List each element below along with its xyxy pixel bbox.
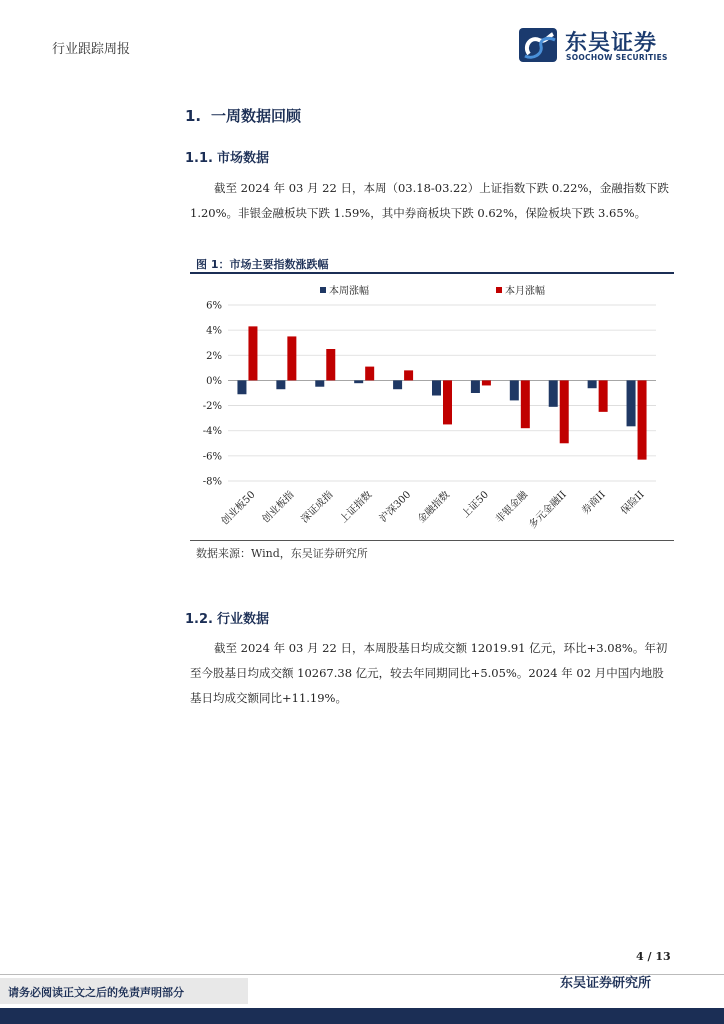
footer-bar	[0, 1008, 724, 1024]
logo-text-cn: 东吴证券	[565, 31, 658, 56]
figure-source: 数据来源：Wind，东吴证券研究所	[196, 547, 368, 560]
disclaimer-text: 请务必阅读正文之后的免责声明部分	[8, 986, 184, 999]
figure-bottom-rule	[190, 540, 674, 541]
x-category-label: 上证50	[460, 489, 492, 521]
x-category-label: 券商II	[580, 489, 608, 517]
bar-month	[287, 336, 296, 380]
bar-week	[276, 380, 285, 389]
industry-paragraph	[190, 636, 674, 711]
bar-week	[549, 380, 558, 406]
x-category-label: 多元金融II	[527, 489, 569, 531]
footer-organization: 东吴证券研究所	[560, 976, 652, 991]
brand-logo	[519, 26, 679, 66]
figure-title: 图 1：市场主要指数涨跌幅	[196, 258, 329, 271]
subsection-number: 1.2.	[185, 612, 213, 627]
bar-month	[482, 380, 491, 385]
market-paragraph	[190, 176, 674, 226]
page-number: 4 / 13	[636, 950, 671, 963]
subsection-title: 行业数据	[217, 612, 270, 627]
x-category-label: 创业板指	[260, 489, 297, 526]
x-category-label: 非银金融	[493, 489, 530, 526]
paragraph-line: 1.20%。非银金融板块下跌 1.59%，其中券商板块下跌 0.62%，保险板块下跌 3.65%。	[190, 206, 647, 220]
x-category-label: 深证成指	[299, 489, 336, 526]
y-tick-label: -8%	[202, 476, 222, 488]
y-tick-label: 0%	[206, 375, 222, 387]
bar-month	[248, 326, 257, 380]
y-tick-label: -4%	[202, 426, 222, 438]
bar-week	[393, 380, 402, 389]
bar-month	[560, 380, 569, 443]
report-category: 行业跟踪周报	[52, 42, 131, 57]
section-number: 1.	[185, 107, 202, 125]
x-category-label: 沪深300	[377, 489, 414, 525]
logo-text-en: SOOCHOW SECURITIES	[566, 53, 668, 62]
bar-week	[510, 380, 519, 400]
bar-week	[354, 380, 363, 383]
subsection-number: 1.1.	[185, 151, 213, 166]
x-category-label: 上证指数	[338, 489, 375, 526]
x-category-label: 保险II	[619, 489, 647, 517]
legend-swatch	[320, 287, 326, 293]
y-tick-label: -6%	[202, 451, 222, 463]
paragraph-line: 至今股基日均成交额 10267.38 亿元，较去年同期同比+5.05%。2024 年 02 月中国内地股	[190, 666, 664, 680]
section-heading-1	[185, 105, 301, 126]
bar-week	[588, 380, 597, 388]
legend-label: 本月涨幅	[505, 286, 545, 297]
bar-week	[627, 380, 636, 426]
section-title: 一周数据回顾	[211, 107, 302, 125]
bar-week	[471, 380, 480, 393]
figure-top-rule	[190, 272, 674, 274]
bar-month	[326, 349, 335, 380]
paragraph-line: 基日均成交额同比+11.19%。	[190, 691, 347, 705]
subsection-title: 市场数据	[217, 151, 270, 166]
legend-swatch	[496, 287, 502, 293]
legend-label: 本周涨幅	[329, 286, 369, 297]
bar-month	[521, 380, 530, 428]
bar-week	[237, 380, 246, 394]
bar-month	[599, 380, 608, 411]
subsection-heading-industry	[185, 608, 269, 627]
y-tick-label: 6%	[206, 300, 222, 312]
y-tick-label: -2%	[202, 401, 222, 413]
bar-month	[443, 380, 452, 424]
bar-week	[315, 380, 324, 386]
y-tick-label: 4%	[206, 325, 222, 337]
bar-month	[638, 380, 647, 459]
paragraph-line: 截至 2024 年 03 月 22 日，本周股基日均成交额 12019.91 亿元，环比+3.08%。年初	[214, 641, 668, 655]
bar-month	[404, 370, 413, 380]
paragraph-line: 截至 2024 年 03 月 22 日，本周（03.18-03.22）上证指数下跌 0.22%，金融指数下跌	[214, 181, 669, 195]
x-category-label: 创业板50	[219, 489, 258, 528]
index-change-chart	[190, 276, 674, 538]
y-tick-label: 2%	[206, 350, 222, 362]
bar-week	[432, 380, 441, 395]
subsection-heading-market	[185, 147, 269, 166]
soochow-logo-icon	[519, 26, 561, 64]
bar-month	[365, 367, 374, 381]
x-category-label: 金融指数	[416, 489, 453, 526]
